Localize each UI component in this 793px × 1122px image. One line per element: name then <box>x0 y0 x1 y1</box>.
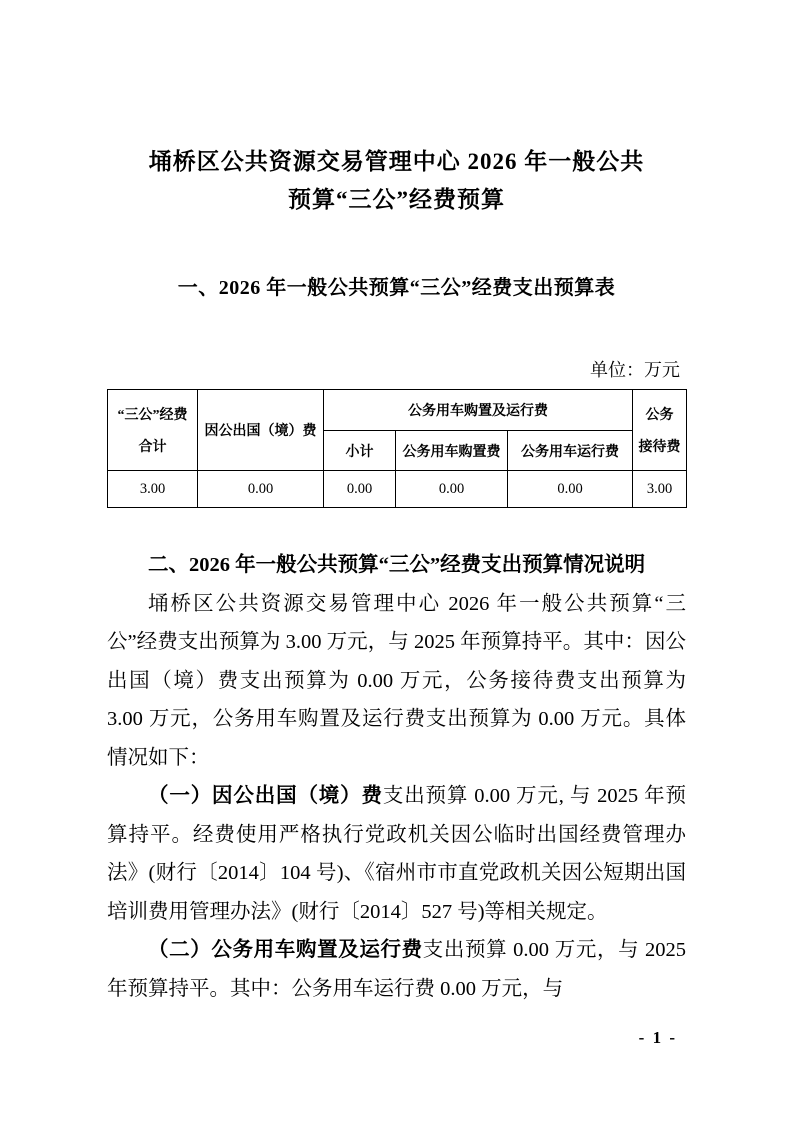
paragraph-2-lead: （一）因公出国（境）费 <box>148 785 383 807</box>
header-total-line2: 合计 <box>138 440 167 455</box>
header-cell-reception <box>633 390 687 471</box>
table-data-row <box>108 471 687 508</box>
budget-table <box>107 389 687 508</box>
header-cell-vehicle-group: 公务用车购置及运行费 <box>324 390 633 431</box>
value-abroad: 0.00 <box>198 471 324 508</box>
paragraph-3-text: 支出预算 0.00 万元，与 2025 年预算持平。其中：公务用车运行费 0.00 万元，与 <box>107 939 687 1000</box>
header-reception-line1: 公务 <box>645 408 674 423</box>
page-number: - 1 - <box>638 1028 677 1047</box>
header-cell-abroad: 因公出国（境）费 <box>198 390 324 471</box>
section1-heading: 一、2026 年一般公共预算“三公”经费支出预算表 <box>177 277 616 299</box>
value-reception: 3.00 <box>633 471 687 508</box>
header-cell-total <box>108 390 198 471</box>
value-vehicle-subtotal: 0.00 <box>324 471 396 508</box>
header-total-line1: “三公”经费 <box>117 408 188 423</box>
header-cell-vehicle-subtotal: 小计 <box>324 431 396 471</box>
paragraph-2 <box>107 777 686 931</box>
header-cell-vehicle-operation: 公务用车运行费 <box>508 431 633 471</box>
unit-label: 单位：万元 <box>590 360 680 380</box>
paragraph-3 <box>107 931 686 1008</box>
header-cell-vehicle-purchase: 公务用车购置费 <box>396 431 508 471</box>
header-cell-reception-stack <box>635 392 684 468</box>
document-title-line1: 埇桥区公共资源交易管理中心 2026 年一般公共 <box>148 149 645 174</box>
paragraph-1: 埇桥区公共资源交易管理中心 2026 年一般公共预算“三公”经费支出预算为 3.00 万元，与 2025 年预算持平。其中：因公出国（境）费支出预算为 0.00 万元，公务接待费支出预算为 3.00 万元，公务用车购置及运行费支出预算为 0.00 万元。具体情况如下： <box>107 592 686 769</box>
value-vehicle-operation: 0.00 <box>508 471 633 508</box>
section2-heading: 二、2026 年一般公共预算“三公”经费支出预算情况说明 <box>148 554 646 576</box>
value-total: 3.00 <box>108 471 198 508</box>
value-vehicle-purchase: 0.00 <box>396 471 508 508</box>
document-title-line2: 预算“三公”经费预算 <box>288 187 505 212</box>
paragraph-3-lead: （二）公务用车购置及运行费 <box>148 939 423 961</box>
paragraph-2-text: 支出预算 0.00 万元, 与 2025 年预算持平。经费使用严格执行党政机关因公临时出国经费管理办法》(财行〔2014〕104 号)、《宿州市市直党政机关因公短期出国培训费用管理办法》(财行〔2014〕527 号)等相关规定。 <box>107 785 687 923</box>
header-reception-line2: 接待费 <box>638 440 681 455</box>
table-header-row-1 <box>108 390 687 431</box>
document-body <box>107 546 686 1008</box>
document-title <box>107 143 686 219</box>
header-cell-total-stack <box>110 392 195 468</box>
